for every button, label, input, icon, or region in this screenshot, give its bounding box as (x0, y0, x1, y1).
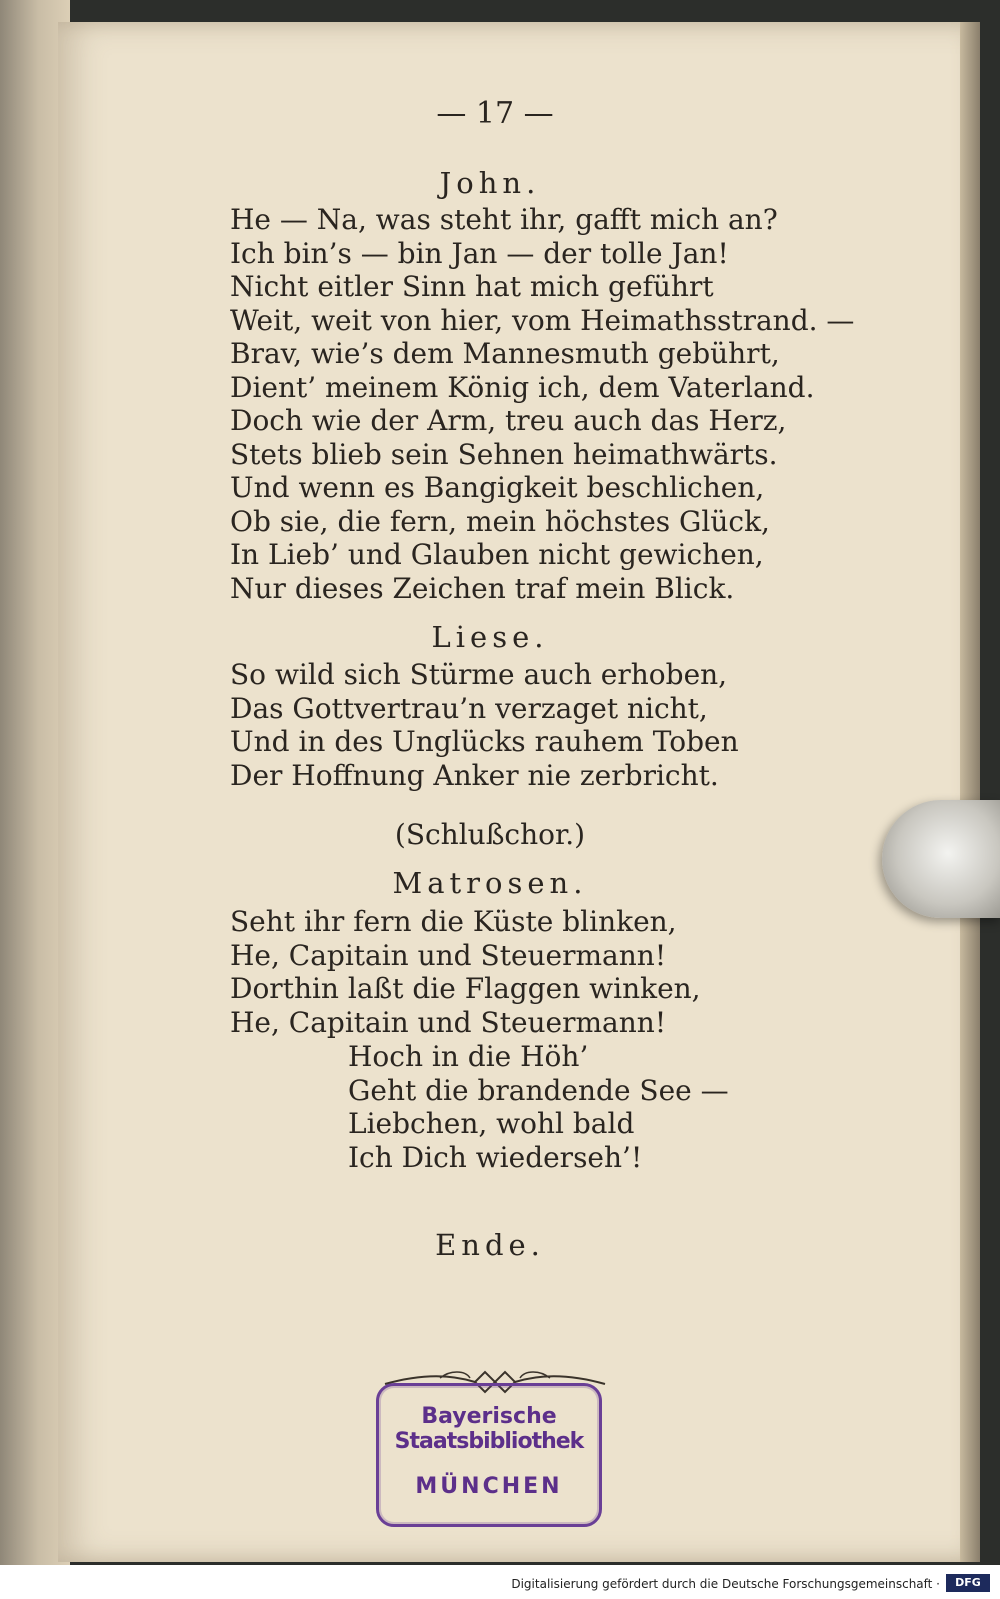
stamp-line: MÜNCHEN (415, 1474, 563, 1499)
page-number: — 17 — (436, 96, 554, 131)
verse-line: Nicht eitler Sinn hat mich geführt (230, 270, 714, 303)
page-clip (882, 800, 1000, 918)
verse-line: So wild sich Stürme auch erhoben, (230, 658, 728, 691)
verse-line: Seht ihr fern die Küste blinken, (230, 905, 677, 938)
end-marker: Ende. (435, 1228, 545, 1262)
verse-line: Ich bin’s — bin Jan — der tolle Jan! (230, 236, 729, 270)
verse-liese (230, 658, 739, 792)
speaker-john: John. (439, 166, 541, 200)
page-edge (960, 22, 980, 1562)
verse-line: Brav, wie’s dem Mannesmuth gebührt, (230, 337, 780, 370)
verse-line: Das Gottvertrau’n verzaget nicht, (230, 691, 708, 725)
verse-line: Stets blieb sein Sehnen heimathwärts. (230, 437, 778, 471)
dfg-logo-icon: DFG (946, 1574, 990, 1592)
speaker-liese: Liese. (431, 620, 549, 654)
verse-line: Ich Dich wiederseh’! (348, 1140, 643, 1174)
verse-line: Ob sie, die fern, mein höchstes Glück, (230, 504, 770, 538)
verse-line: Weit, weit von hier, vom Heimathsstrand. — (230, 303, 855, 337)
verse-line: He — Na, was steht ihr, gafft mich an? (230, 203, 778, 236)
footer-credit: Digitalisierung gefördert durch die Deutsche Forschungsgemeinschaft · (511, 1577, 940, 1591)
verse-line: He, Capitain und Steuermann! (230, 1005, 667, 1039)
verse-line: Dient’ meinem König ich, dem Vaterland. (230, 370, 815, 404)
verse-line: Und wenn es Bangigkeit beschlichen, (230, 471, 765, 504)
stage-direction: (Schlußchor.) (394, 818, 586, 851)
library-stamp (376, 1383, 602, 1527)
verse-refrain (348, 1040, 729, 1174)
verse-line: He, Capitain und Steuermann! (230, 938, 667, 972)
verse-line: Dorthin laßt die Flaggen winken, (230, 972, 701, 1005)
verse-matrosen (230, 905, 701, 1039)
speaker-matrosen: Matrosen. (392, 866, 588, 900)
verse-line: Geht die brandende See — (348, 1073, 729, 1107)
stamp-line: Bayerische (421, 1404, 557, 1429)
verse-line: In Lieb’ und Glauben nicht gewichen, (230, 538, 764, 571)
stamp-line: Staatsbibliothek (394, 1429, 584, 1454)
verse-line: Hoch in die Höh’ (348, 1040, 589, 1073)
verse-line: Liebchen, wohl bald (348, 1107, 635, 1140)
verse-line: Nur dieses Zeichen traf mein Blick. (230, 571, 735, 605)
verse-line: Und in des Unglücks rauhem Toben (230, 725, 739, 758)
verse-line: Doch wie der Arm, treu auch das Herz, (230, 404, 787, 437)
verse-john (230, 203, 854, 605)
verse-line: Der Hoffnung Anker nie zerbricht. (230, 758, 719, 792)
